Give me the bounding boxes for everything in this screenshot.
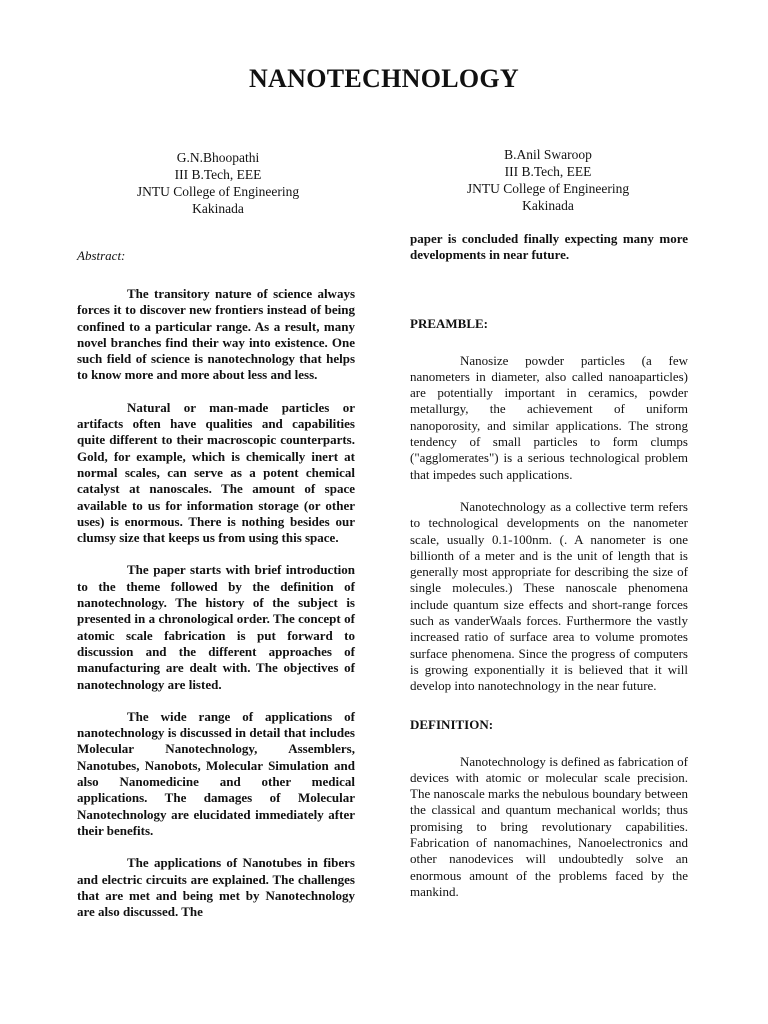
preamble-paragraph: Nanotechnology as a collective term refers to technological developments on the nanometer scale, usually 0.1-100nm. (. A nanometer is one billionth of a meter and is the unit of length that is generally most appropriate for describing the size of single molecules.) These nanoscale phenomena include quantum size effects and short-range forces such as vanderWaals forces. Furthermore the vastly increased ratio of surface area to volume promotes surface phenomena. Since the progress of computers is growing exponentially it is believed that it will develop into nanotechnology in the near future. bbox=[410, 498, 688, 694]
left-column bbox=[77, 231, 355, 936]
paper-title: NANOTECHNOLOGY bbox=[248, 64, 519, 93]
author-block-1 bbox=[118, 149, 318, 217]
author-course: III B.Tech, EEE bbox=[174, 167, 262, 182]
author-block-2 bbox=[448, 146, 648, 214]
abstract-paragraph: The applications of Nanotubes in fibers and electric circuits are explained. The challenges that are met and being met by Nanotechnology are also discussed. The bbox=[77, 855, 355, 920]
right-column bbox=[410, 231, 688, 916]
preamble-heading: PREAMBLE: bbox=[410, 315, 488, 331]
abstract-paragraph: The transitory nature of science always forces it to discover new frontiers instead of being confined to a particular range. As a result, many novel branches find their way into existence. One such field of science is nanotechnology that helps to know more and more about less and less. bbox=[77, 286, 355, 383]
author-college: JNTU College of Engineering bbox=[136, 184, 300, 199]
author-name: G.N.Bhoopathi bbox=[176, 150, 260, 165]
abstract-paragraph: Natural or man-made particles or artifacts often have qualities and capabilities quite different to their macroscopic counterparts. Gold, for example, which is chemically inert at normal scales, can serve as a potent chemical catalyst at nanoscales. The amount of space available to us for information storage (or other uses) is enormous. There is nothing besides our clumsy size that keeps us from using this space. bbox=[77, 399, 355, 546]
author-name: B.Anil Swaroop bbox=[504, 147, 592, 162]
preamble-paragraph: Nanosize powder particles (a few nanometers in diameter, also called nanoaparticles) are potentially important in ceramics, powder metallurgy, the achievement of uniform nanoporosity, and similar applications. The strong tendency of small particles to form clumps ("agglomerates") is a serious technological problem that impedes such applications. bbox=[410, 352, 688, 482]
abstract-paragraph: The wide range of applications of nanotechnology is discussed in detail that includes Molecular Nanotechnology, Assemblers, Nanotubes, Nanobots, Molecular Simulation and also Nanomedicine and other medical applications. The damages of Molecular Nanotechnology are elucidated immediately after their benefits. bbox=[77, 708, 355, 838]
author-college: JNTU College of Engineering bbox=[466, 181, 630, 196]
abstract-label: Abstract: bbox=[77, 248, 126, 263]
definition-paragraph: Nanotechnology is defined as fabrication of devices with atomic or molecular scale precision. The nanoscale marks the nebulous boundary between the classical and quantum mechanical worlds; thus promising to bring revolutionary capabilities. Fabrication of nanomachines, Nanoelectronics and other nanodevices will undoubtedly solve an enormous amount of the problems faced by the mankind. bbox=[410, 753, 688, 899]
abstract-paragraph: The paper starts with brief introduction to the theme followed by the definition of nanotechnology. The history of the subject is presented in a chronological order. The concept of atomic scale fabrication is put forward to discussion and the different approaches of manufacturing are dealt with. The objectives of nanotechnology are listed. bbox=[77, 562, 355, 692]
author-city: Kakinada bbox=[192, 201, 244, 216]
definition-heading: DEFINITION: bbox=[410, 716, 494, 732]
author-city: Kakinada bbox=[522, 198, 574, 213]
abstract-continuation: paper is concluded finally expecting many more developments in near future. bbox=[410, 231, 688, 263]
author-course: III B.Tech, EEE bbox=[504, 164, 592, 179]
